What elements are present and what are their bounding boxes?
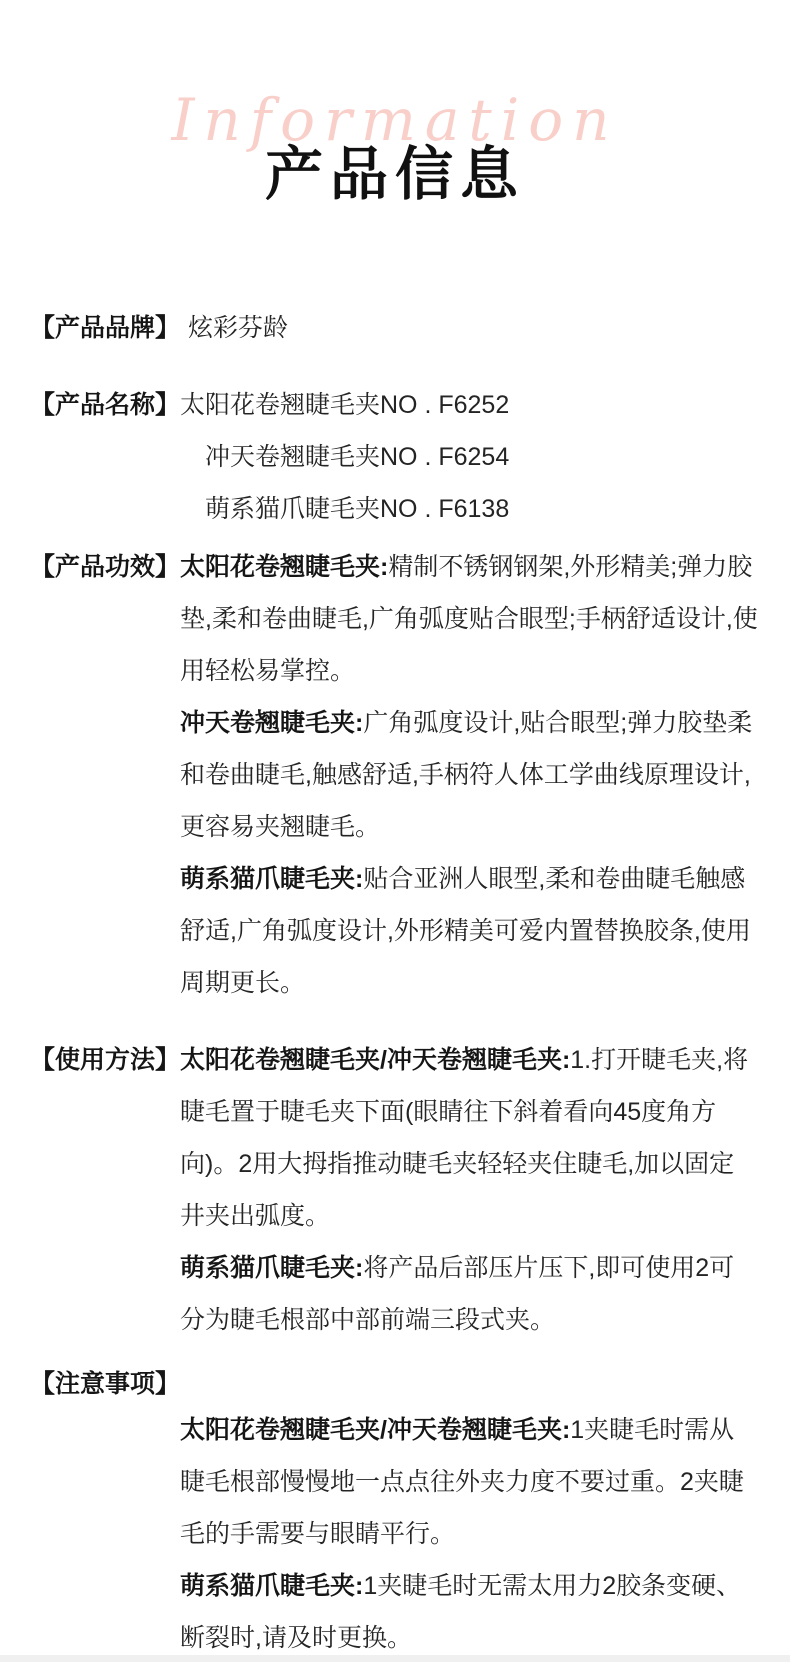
effects-paragraph-1 [180, 541, 758, 697]
section-label-product-name: 【产品名称】 [30, 391, 181, 419]
usage-paragraph-1 [180, 1034, 758, 1242]
notes-paragraph-1-text: 1夹睫毛时需从睫毛根部慢慢地一点点往外夹力度不要过重。2夹睫毛的手需要与眼睛平行。 [180, 1416, 744, 1548]
effects-paragraph-1-text: 精制不锈钢钢架,外形精美;弹力胶垫,柔和卷曲睫毛,广角弧度贴合眼型;手柄舒适设计,使用轻松易掌控。 [180, 553, 758, 685]
section-label-notes: 【注意事项】 [30, 1370, 181, 1398]
notes-paragraph-2 [180, 1560, 758, 1662]
notes-paragraph-2-text: 1夹睫毛时无需太用力2胶条变硬、断裂时,请及时更换。 [180, 1572, 742, 1652]
brand-value: 炫彩芬龄 [188, 314, 289, 342]
section-label-usage: 【使用方法】 [30, 1046, 181, 1074]
product-name-list [180, 379, 509, 535]
info-sections [0, 302, 790, 1662]
product-name-line-1: 太阳花卷翘睫毛夹NO . F6252 [180, 391, 510, 419]
effects-paragraph-3-text: 贴合亚洲人眼型,柔和卷曲睫毛触感舒适,广角弧度设计,外形精美可爱内置替换胶条,使用周期更长。 [180, 865, 751, 997]
effects-paragraph-3 [180, 853, 758, 1009]
section-notes [30, 1364, 760, 1662]
effects-content [180, 541, 758, 1009]
usage-paragraph-2 [180, 1242, 758, 1346]
usage-content [180, 1034, 758, 1346]
section-product-name [30, 379, 760, 535]
section-brand [30, 302, 760, 354]
section-label-brand: 【产品品牌】 [30, 314, 181, 342]
effects-paragraph-3-lead: 萌系猫爪睫毛夹: [180, 865, 364, 893]
effects-paragraph-1-lead: 太阳花卷翘睫毛夹: [180, 553, 389, 581]
section-effects [30, 541, 760, 1009]
notes-paragraph-1-lead: 太阳花卷翘睫毛夹/冲天卷翘睫毛夹: [180, 1416, 571, 1444]
notes-paragraph-1 [180, 1404, 758, 1560]
section-usage [30, 1034, 760, 1346]
usage-paragraph-2-text: 将产品后部压片压下,即可使用2可分为睫毛根部中部前端三段式夹。 [180, 1254, 735, 1334]
page-title: 产品信息 [264, 142, 525, 207]
effects-paragraph-2 [180, 697, 758, 853]
effects-paragraph-2-text: 广角弧度设计,贴合眼型;弹力胶垫柔和卷曲睫毛,触感舒适,手柄符人体工学曲线原理设计,更容易夹翘睫毛。 [180, 709, 753, 841]
footer-divider [0, 1655, 790, 1662]
section-label-effects: 【产品功效】 [30, 553, 181, 581]
product-name-line-3: 萌系猫爪睫毛夹NO . F6138 [205, 495, 510, 523]
usage-paragraph-1-text: 1.打开睫毛夹,将睫毛置于睫毛夹下面(眼睛往下斜着看向45度角方向)。2用大拇指推动睫毛夹轻轻夹住睫毛,加以固定井夹出弧度。 [180, 1046, 749, 1230]
page-header [0, 0, 790, 206]
effects-paragraph-2-lead: 冲天卷翘睫毛夹: [180, 709, 364, 737]
product-name-line-2: 冲天卷翘睫毛夹NO . F6254 [205, 443, 510, 471]
information-script-heading: Information [171, 86, 619, 154]
notes-paragraph-2-lead: 萌系猫爪睫毛夹: [180, 1572, 364, 1600]
usage-paragraph-1-lead: 太阳花卷翘睫毛夹/冲天卷翘睫毛夹: [180, 1046, 571, 1074]
usage-paragraph-2-lead: 萌系猫爪睫毛夹: [180, 1254, 364, 1282]
product-name-lines [180, 379, 758, 535]
notes-content [180, 1404, 758, 1662]
